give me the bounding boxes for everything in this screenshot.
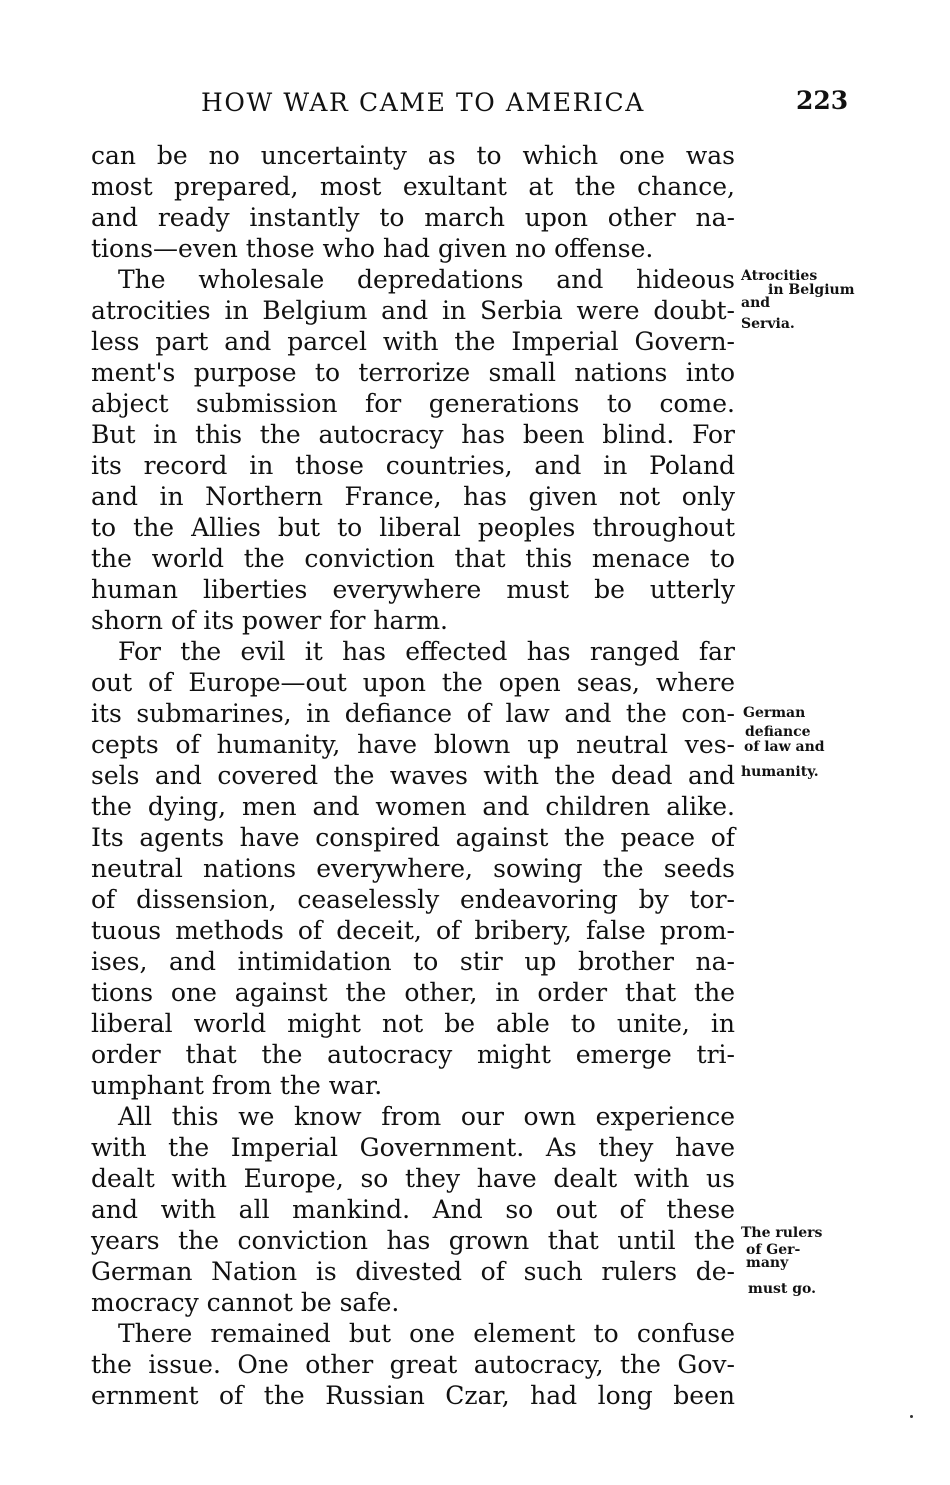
text-line: sels and covered the waves with the dead and (91, 761, 735, 790)
text-line: Its agents have conspired against the peace of (91, 823, 735, 852)
page-number: 223 (796, 86, 849, 115)
text-line: neutral nations everywhere, sowing the seeds (91, 854, 735, 883)
print-speck (910, 1415, 913, 1418)
text-line: most prepared, most exultant at the chance, (91, 172, 735, 201)
text-line: liberal world might not be able to unite, in (91, 1009, 735, 1038)
margin-note-line: of Ger- (746, 1242, 801, 1258)
text-line: German Nation is divested of such rulers de- (91, 1257, 735, 1286)
text-line: umphant from the war. (91, 1071, 383, 1100)
text-line: and ready instantly to march upon other na- (91, 203, 735, 232)
margin-note-line: in Belgium (768, 282, 855, 298)
margin-note-line: and (741, 295, 771, 311)
text-line: cepts of humanity, have blown up neutral ves- (91, 730, 735, 759)
text-line: the world the conviction that this menace to (91, 544, 735, 573)
margin-note-line: German (743, 705, 806, 721)
running-title: HOW WAR CAME TO AMERICA (201, 88, 645, 117)
text-line: its record in those countries, and in Poland (91, 451, 735, 480)
text-line: abject submission for generations to come. (91, 389, 735, 418)
text-line: the dying, men and women and children alike. (91, 792, 735, 821)
margin-note-line: Servia. (741, 316, 795, 332)
text-line: The wholesale depredations and hideous (118, 265, 735, 294)
text-line: ment's purpose to terrorize small nations into (91, 358, 735, 387)
text-line: tions one against the other, in order that the (91, 978, 735, 1007)
text-line: the issue. One other great autocracy, the Gov- (91, 1350, 735, 1379)
text-line: For the evil it has effected has ranged far (118, 637, 735, 666)
text-line: tions—even those who had given no offense. (91, 234, 654, 263)
text-line: years the conviction has grown that until the (91, 1226, 735, 1255)
margin-note-line: The rulers (741, 1225, 823, 1241)
text-line: ernment of the Russian Czar, had long been (91, 1381, 735, 1410)
text-line: can be no uncertainty as to which one was (91, 141, 735, 170)
text-line: and with all mankind. And so out of these (91, 1195, 735, 1224)
text-line: of dissension, ceaselessly endeavoring by tor- (91, 885, 735, 914)
margin-note-line: of law and (744, 739, 825, 755)
text-line: and in Northern France, has given not only (91, 482, 735, 511)
margin-note-line: Atrocities (741, 268, 818, 284)
text-line: out of Europe—out upon the open seas, where (91, 668, 735, 697)
text-line: to the Allies but to liberal peoples throughout (91, 513, 735, 542)
text-line: atrocities in Belgium and in Serbia were doubt- (91, 296, 735, 325)
text-line: order that the autocracy might emerge tri- (91, 1040, 735, 1069)
text-line: All this we know from our own experience (118, 1102, 735, 1131)
margin-note-line: humanity. (741, 764, 819, 780)
text-line: with the Imperial Government. As they have (91, 1133, 735, 1162)
text-line: dealt with Europe, so they have dealt with us (91, 1164, 735, 1193)
text-line: But in this the autocracy has been blind. For (91, 420, 735, 449)
text-line: tuous methods of deceit, of bribery, false prom- (91, 916, 735, 945)
margin-note-line: defiance (745, 724, 811, 740)
text-line: less part and parcel with the Imperial Govern- (91, 327, 735, 356)
text-line: ises, and intimidation to stir up brother na- (91, 947, 735, 976)
text-line: human liberties everywhere must be utterly (91, 575, 735, 604)
text-line: mocracy cannot be safe. (91, 1288, 400, 1317)
text-line: its submarines, in defiance of law and the con- (91, 699, 735, 728)
text-line: shorn of its power for harm. (91, 606, 449, 635)
text-line: There remained but one element to confuse (118, 1319, 735, 1348)
margin-note-line: must go. (748, 1281, 816, 1297)
margin-note-line: many (746, 1255, 789, 1271)
